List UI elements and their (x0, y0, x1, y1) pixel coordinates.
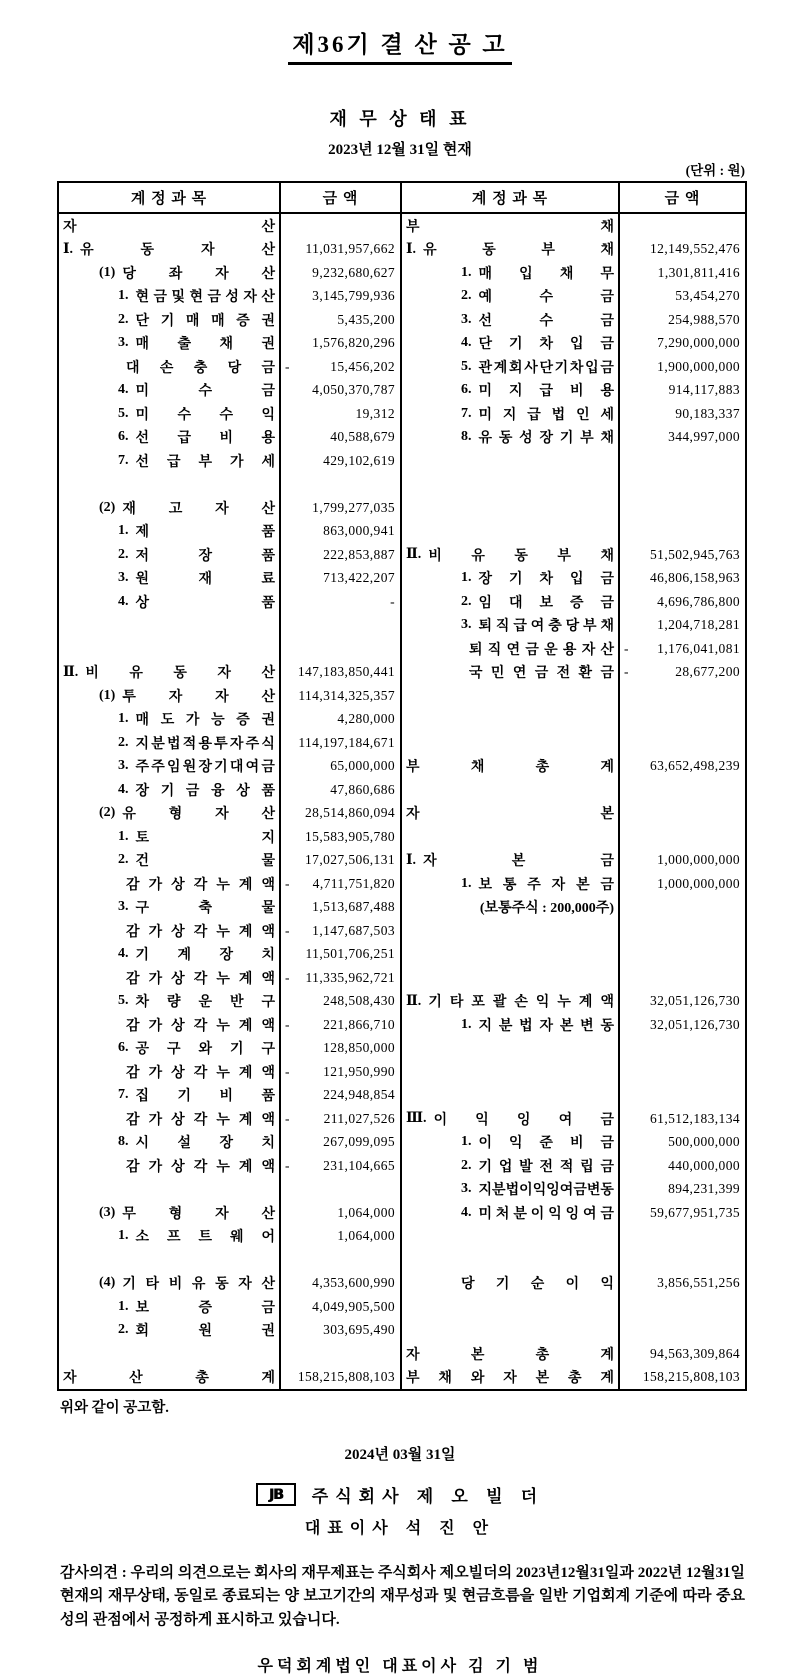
account-title-cell (402, 825, 620, 849)
account-title-cell (402, 1225, 620, 1249)
amount-cell (620, 966, 745, 990)
company-logo-icon: JB (256, 1483, 296, 1506)
account-title-cell: 1. 제 품 (59, 520, 281, 544)
table-row (59, 332, 745, 356)
account-title-cell: 감 가 상 각 누 계 액 (59, 872, 281, 896)
amount-cell (281, 1178, 402, 1202)
table-row (59, 520, 745, 544)
account-title-cell: 1. 지 분 법 자 본 변 동 (402, 1013, 620, 1037)
account-title-cell: 1. 이 익 준 비 금 (402, 1131, 620, 1155)
amount-cell: 224,948,854 (281, 1084, 402, 1108)
table-row (59, 1319, 745, 1343)
table-body (59, 214, 745, 1389)
table-row (59, 755, 745, 779)
amount-cell: 61,512,183,134 (650, 1110, 740, 1126)
account-title-cell (402, 1084, 620, 1108)
amount-cell: 1,301,811,416 (657, 264, 740, 280)
amount-cell: 94,563,309,864 (650, 1345, 740, 1361)
table-row (59, 708, 745, 732)
amount-cell (620, 896, 745, 920)
amount-cell (281, 473, 402, 497)
account-title-cell (59, 614, 281, 638)
table-row (59, 919, 745, 943)
account-title-cell: 당 기 순 이 익 (402, 1272, 620, 1296)
account-title-cell: 2. 회 원 권 (59, 1319, 281, 1343)
table-row (59, 285, 745, 309)
account-title-cell: 감 가 상 각 누 계 액 (59, 1060, 281, 1084)
table-row (59, 849, 745, 873)
amount-cell (281, 1342, 402, 1366)
amount-cell: 114,314,325,357 (281, 684, 402, 708)
table-row (59, 1225, 745, 1249)
account-title-cell: 8. 시 설 장 치 (59, 1131, 281, 1155)
as-of-date: 2023년 12월 31일 현재 (328, 142, 472, 158)
account-title-cell: 3. 매 출 채 권 (59, 332, 281, 356)
amount-cell (281, 614, 402, 638)
amount-cell: 9,232,680,627 (281, 261, 402, 285)
table-row (59, 1084, 745, 1108)
account-title-cell (59, 1178, 281, 1202)
amount-cell: 1,000,000,000 (657, 875, 740, 891)
account-title-cell: 4. 기 계 장 치 (59, 943, 281, 967)
amount-cell (620, 943, 745, 967)
amount-cell: 1,064,000 (281, 1225, 402, 1249)
account-title-cell: (4) 기 타 비 유 동 자 산 (59, 1272, 281, 1296)
amount-cell (620, 825, 745, 849)
amount-cell (620, 731, 745, 755)
amount-cell: - 15,456,202 (281, 355, 402, 379)
amount-cell: 914,117,883 (668, 382, 740, 398)
amount-cell (620, 449, 745, 473)
table-row (59, 614, 745, 638)
account-title-cell: 1. 토 지 (59, 825, 281, 849)
account-title-cell: 2. 저 장 품 (59, 543, 281, 567)
amount-cell: 4,050,370,787 (281, 379, 402, 403)
table-row (59, 896, 745, 920)
table-header-row (59, 183, 745, 214)
amount-cell: 344,997,000 (668, 429, 740, 445)
amount-cell (620, 520, 745, 544)
account-title-cell: Ⅰ. 유 동 부 채 (402, 238, 620, 262)
table-row (59, 778, 745, 802)
amount-cell: 158,215,808,103 (281, 1366, 402, 1390)
account-title-cell: 감 가 상 각 누 계 액 (59, 1013, 281, 1037)
account-title-cell: 4. 단 기 차 입 금 (402, 332, 620, 356)
announcement-page (0, 26, 800, 1676)
amount-cell: 11,501,706,251 (281, 943, 402, 967)
amount-cell: 90,183,337 (675, 405, 740, 421)
account-title-cell (59, 473, 281, 497)
amount-cell (620, 778, 745, 802)
account-title-cell: 6. 미 지 급 비 용 (402, 379, 620, 403)
account-title-cell: (2) 재 고 자 산 (59, 496, 281, 520)
account-title-cell (402, 1037, 620, 1061)
amount-cell: 303,695,490 (281, 1319, 402, 1343)
page-title: 제36기 결 산 공 고 (288, 26, 511, 65)
table-row (59, 1272, 745, 1296)
table-row (59, 308, 745, 332)
table-row (59, 1013, 745, 1037)
table-row (59, 802, 745, 826)
account-title-cell: 1. 보 통 주 자 본 금 (402, 872, 620, 896)
account-title-cell: 감 가 상 각 누 계 액 (59, 1107, 281, 1131)
account-title-cell: 자 산 (59, 214, 281, 238)
table-row (59, 1107, 745, 1131)
amount-cell: 114,197,184,671 (281, 731, 402, 755)
amount-cell: 1,064,000 (281, 1201, 402, 1225)
amount-cell (620, 684, 745, 708)
amount-cell: 1,900,000,000 (657, 358, 740, 374)
account-title-cell: (2) 유 형 자 산 (59, 802, 281, 826)
account-title-cell: 국 민 연 금 전 환 금 (402, 661, 620, 685)
account-title-cell: 대 손 충 당 금 (59, 355, 281, 379)
account-title-cell: 감 가 상 각 누 계 액 (59, 966, 281, 990)
table-row (59, 261, 745, 285)
table-row (59, 990, 745, 1014)
table-row (59, 449, 745, 473)
amount-cell: 429,102,619 (281, 449, 402, 473)
account-title-cell: 1. 소 프 트 웨 어 (59, 1225, 281, 1249)
amount-cell (620, 496, 745, 520)
unit-label: (단위 : 원) (685, 163, 745, 178)
account-title-cell: 2. 예 수 금 (402, 285, 620, 309)
account-title-cell (402, 731, 620, 755)
table-row (59, 426, 745, 450)
amount-cell: 28,514,860,094 (281, 802, 402, 826)
account-title-cell: 2. 기 업 발 전 적 립 금 (402, 1154, 620, 1178)
account-title-cell: (1) 투 자 자 산 (59, 684, 281, 708)
amount-cell: 17,027,506,131 (281, 849, 402, 873)
account-title-cell: 3. 지 분 법 이 익 잉 여 금 변 동 (402, 1178, 620, 1202)
account-title-cell: Ⅲ. 이 익 잉 여 금 (402, 1107, 620, 1131)
amount-cell: 65,000,000 (281, 755, 402, 779)
company-line (0, 1482, 800, 1507)
amount-cell: 894,231,399 (668, 1181, 740, 1197)
amount-cell (620, 708, 745, 732)
amount-cell: 12,149,552,476 (650, 241, 740, 257)
account-title-cell: Ⅰ. 유 동 자 산 (59, 238, 281, 262)
amount-cell (281, 1248, 402, 1272)
table-row (59, 379, 745, 403)
account-title-cell: 1. 매 도 가 능 증 권 (59, 708, 281, 732)
amount-cell: 3,856,551,256 (657, 1275, 740, 1291)
account-title-cell (59, 637, 281, 661)
account-title-cell: 부 채 총 계 (402, 755, 620, 779)
table-row (59, 1178, 745, 1202)
table-row (59, 214, 745, 238)
ceo-name: 대표이사 석 진 안 (304, 1520, 496, 1537)
amount-cell: 47,860,686 (281, 778, 402, 802)
amount-cell: 267,099,095 (281, 1131, 402, 1155)
account-title-cell: 퇴 직 연 금 운 용 자 산 (402, 637, 620, 661)
amount-cell: 53,454,270 (675, 288, 740, 304)
account-title-cell: 감 가 상 각 누 계 액 (59, 919, 281, 943)
amount-cell: 51,502,945,763 (650, 546, 740, 562)
amount-cell: - (281, 590, 402, 614)
account-title-cell: (3) 무 형 자 산 (59, 1201, 281, 1225)
amount-cell: - 28,677,200 (624, 664, 740, 680)
table-row (59, 543, 745, 567)
amount-cell: 222,853,887 (281, 543, 402, 567)
header-amount-right: 금 액 (664, 191, 701, 207)
amount-cell: 1,000,000,000 (657, 852, 740, 868)
account-title-cell: 5. 미 수 수 익 (59, 402, 281, 426)
amount-cell (281, 637, 402, 661)
table-row (59, 1037, 745, 1061)
account-title-cell: 6. 공 구 와 기 구 (59, 1037, 281, 1061)
table-row (59, 1060, 745, 1084)
account-title-cell: 3. 원 재 료 (59, 567, 281, 591)
table-row (59, 238, 745, 262)
table-row (59, 943, 745, 967)
balance-sheet-table (57, 181, 747, 1391)
header-account-title-right: 계 정 과 목 (402, 183, 620, 212)
amount-cell: 500,000,000 (668, 1134, 740, 1150)
amount-cell: 11,031,957,662 (281, 238, 402, 262)
account-title-cell: 7. 미 지 급 법 인 세 (402, 402, 620, 426)
amount-cell: - 1,147,687,503 (281, 919, 402, 943)
account-title-cell: 1. 매 입 채 무 (402, 261, 620, 285)
table-row (59, 1131, 745, 1155)
amount-cell (281, 214, 402, 238)
amount-cell: 158,215,808,103 (642, 1369, 740, 1385)
account-title-cell: 2. 지 분 법 적 용 투 자 주 식 (59, 731, 281, 755)
table-row (59, 1154, 745, 1178)
header-amount-left: 금 액 (281, 183, 402, 212)
amount-cell: 59,677,951,735 (650, 1204, 740, 1220)
table-row (59, 966, 745, 990)
amount-cell (620, 1037, 745, 1061)
account-title-cell: Ⅰ. 자 본 금 (402, 849, 620, 873)
amount-cell (620, 802, 745, 826)
table-row (59, 496, 745, 520)
amount-cell: 3,145,799,936 (281, 285, 402, 309)
notice-text: 위와 같이 공고함. (60, 1400, 169, 1416)
account-title-cell: Ⅱ. 기 타 포 괄 손 익 누 계 액 (402, 990, 620, 1014)
table-row (59, 567, 745, 591)
statement-title: 재 무 상 태 표 (329, 109, 471, 129)
table-row (59, 402, 745, 426)
amount-cell: 15,583,905,780 (281, 825, 402, 849)
amount-cell: - 11,335,962,721 (281, 966, 402, 990)
amount-cell (620, 1248, 745, 1272)
table-row (59, 473, 745, 497)
table-row (59, 355, 745, 379)
amount-cell: - 211,027,526 (281, 1107, 402, 1131)
amount-cell: 863,000,941 (281, 520, 402, 544)
amount-cell: - 121,950,990 (281, 1060, 402, 1084)
amount-cell (620, 1295, 745, 1319)
account-title-cell: 3. 구 축 물 (59, 896, 281, 920)
amount-cell: 4,696,786,800 (657, 593, 740, 609)
account-title-cell: 자 산 총 계 (59, 1366, 281, 1390)
audit-opinion: 감사의견 : 우리의 의견으로는 회사의 재무제표는 주식회사 제오빌더의 2023년12월31일과 2022년 12월31일 현재의 재무상태, 동일로 종료되는 양 보고기간의 재무성과 및 현금흐름을 일반 기업회계 기준에 따라 중요성의 관점에서 공정하게 표시하고 있습니다. (60, 1565, 745, 1628)
account-title-cell: (1) 당 좌 자 산 (59, 261, 281, 285)
amount-cell: - 4,711,751,820 (281, 872, 402, 896)
amount-cell (620, 1319, 745, 1343)
account-title-cell (402, 449, 620, 473)
announcement-date: 2024년 03월 31일 (344, 1447, 456, 1463)
account-title-cell: 1. 장 기 차 입 금 (402, 567, 620, 591)
account-title-cell (402, 919, 620, 943)
account-title-cell (402, 943, 620, 967)
amount-cell: 4,353,600,990 (281, 1272, 402, 1296)
account-title-cell: Ⅱ. 비 유 동 부 채 (402, 543, 620, 567)
auditor-name: 우덕회계법인 대표이사 김 기 범 (257, 1657, 543, 1675)
table-row (59, 1295, 745, 1319)
account-title-cell: 6. 선 급 비 용 (59, 426, 281, 450)
account-title-cell: 4. 미 수 금 (59, 379, 281, 403)
table-row (59, 731, 745, 755)
amount-cell: 19,312 (281, 402, 402, 426)
amount-cell: - 1,176,041,081 (624, 640, 740, 656)
account-title-cell (402, 1319, 620, 1343)
amount-cell (620, 1060, 745, 1084)
account-title-cell (59, 1342, 281, 1366)
table-row (59, 872, 745, 896)
account-title-cell (402, 966, 620, 990)
account-title-cell: 1. 보 증 금 (59, 1295, 281, 1319)
account-title-cell: 3. 퇴 직 급 여 충 당 부 채 (402, 614, 620, 638)
account-title-cell (402, 778, 620, 802)
account-title-cell (402, 1060, 620, 1084)
table-row (59, 590, 745, 614)
table-row (59, 661, 745, 685)
account-title-cell: 2. 임 대 보 증 금 (402, 590, 620, 614)
table-row (59, 1342, 745, 1366)
amount-cell: 147,183,850,441 (281, 661, 402, 685)
amount-cell: 32,051,126,730 (650, 1016, 740, 1032)
amount-cell: 4,049,905,500 (281, 1295, 402, 1319)
account-title-cell: 자 본 (402, 802, 620, 826)
account-title-cell: 4. 장 기 금 융 상 품 (59, 778, 281, 802)
account-title-cell: 자 본 총 계 (402, 1342, 620, 1366)
account-title-cell: 3. 선 수 금 (402, 308, 620, 332)
account-title-cell: 3. 주 주 임 원 장 기 대 여 금 (59, 755, 281, 779)
account-title-cell (402, 496, 620, 520)
amount-cell: 1,799,277,035 (281, 496, 402, 520)
amount-cell (620, 1225, 745, 1249)
amount-cell (620, 919, 745, 943)
account-title-cell (402, 473, 620, 497)
amount-cell (620, 473, 745, 497)
header-account-title-left: 계 정 과 목 (59, 183, 281, 212)
amount-cell: 1,576,820,296 (281, 332, 402, 356)
amount-cell: 1,204,718,281 (657, 617, 740, 633)
amount-cell: - 231,104,665 (281, 1154, 402, 1178)
account-title-cell (402, 520, 620, 544)
account-title-cell (402, 684, 620, 708)
table-row (59, 825, 745, 849)
account-title-cell: 감 가 상 각 누 계 액 (59, 1154, 281, 1178)
amount-cell: 46,806,158,963 (650, 570, 740, 586)
account-title-cell: 1. 현 금 및 현 금 성 자 산 (59, 285, 281, 309)
amount-cell: - 221,866,710 (281, 1013, 402, 1037)
table-row (59, 637, 745, 661)
account-title-cell (59, 1248, 281, 1272)
amount-cell: 4,280,000 (281, 708, 402, 732)
account-title-cell: Ⅱ. 비 유 동 자 산 (59, 661, 281, 685)
table-row (59, 1366, 745, 1390)
account-title-cell: 8. 유 동 성 장 기 부 채 (402, 426, 620, 450)
amount-cell: 440,000,000 (668, 1157, 740, 1173)
account-title-cell (402, 1248, 620, 1272)
account-title-cell: 7. 집 기 비 품 (59, 1084, 281, 1108)
amount-cell: 63,652,498,239 (650, 758, 740, 774)
account-title-cell: 2. 단 기 매 매 증 권 (59, 308, 281, 332)
amount-cell (620, 214, 745, 238)
account-title-cell: 5. 관 계 회 사 단 기 차 입 금 (402, 355, 620, 379)
table-row (59, 684, 745, 708)
amount-cell: 128,850,000 (281, 1037, 402, 1061)
amount-cell: 32,051,126,730 (650, 993, 740, 1009)
amount-cell (620, 1084, 745, 1108)
amount-cell: 5,435,200 (281, 308, 402, 332)
company-name: 주식회사 제 오 빌 더 (311, 1487, 545, 1506)
amount-cell: 1,513,687,488 (281, 896, 402, 920)
account-title-cell: 4. 상 품 (59, 590, 281, 614)
account-title-cell: 부 채 (402, 214, 620, 238)
account-title-cell: 7. 선 급 부 가 세 (59, 449, 281, 473)
table-row (59, 1201, 745, 1225)
account-title-cell (402, 708, 620, 732)
amount-cell: 7,290,000,000 (657, 335, 740, 351)
amount-cell: 248,508,430 (281, 990, 402, 1014)
amount-cell: 40,588,679 (281, 426, 402, 450)
table-row (59, 1248, 745, 1272)
amount-cell: 713,422,207 (281, 567, 402, 591)
account-title-cell: 5. 차 량 운 반 구 (59, 990, 281, 1014)
account-title-cell: 2. 건 물 (59, 849, 281, 873)
amount-cell: 254,988,570 (668, 311, 740, 327)
account-title-cell (402, 1295, 620, 1319)
account-title-cell: 4. 미 처 분 이 익 잉 여 금 (402, 1201, 620, 1225)
account-title-cell: (보통주식 : 200,000주) (402, 896, 620, 920)
account-title-cell: 부 채 와 자 본 총 계 (402, 1366, 620, 1390)
